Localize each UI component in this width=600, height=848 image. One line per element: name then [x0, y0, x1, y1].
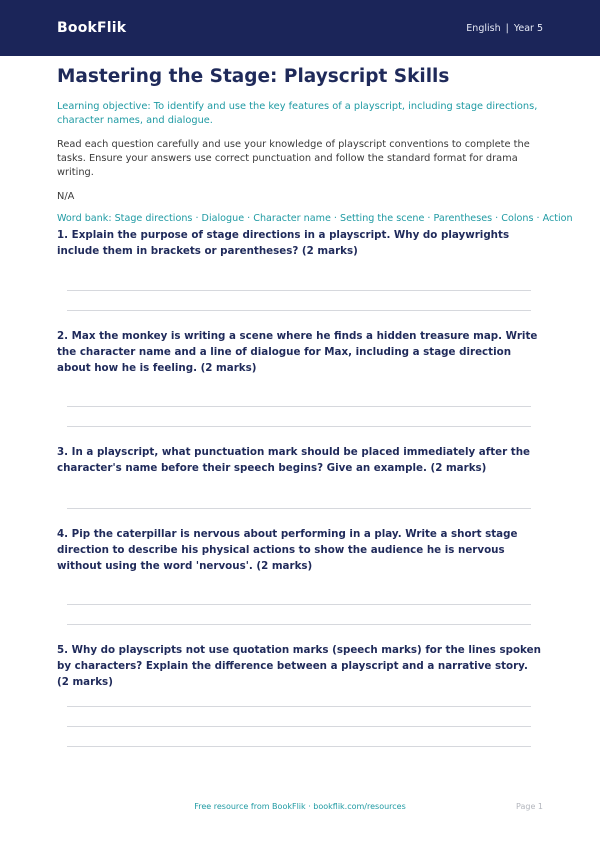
question-3: 3. In a playscript, what punctuation mark should be placed immediately after the character's name before their speech begins? Give an example. (2 marks) [57, 446, 531, 474]
instructions: Read each question carefully and use your knowledge of playscript conventions to complete the tasks. Ensure your answers use correct punctuation and follow the standard format for drama writing. [57, 139, 530, 178]
question-5: 5. Why do playscripts not use quotation marks (speech marks) for the lines spoken by characters? Explain the difference between a playscript and a narrative story. (2 marks) [57, 644, 541, 688]
answer-line[interactable] [67, 508, 531, 509]
word-bank: Word bank: Stage directions · Dialogue · Character name · Setting the scene · Parentheses · Colons · Action [57, 213, 573, 224]
worksheet-intro [57, 64, 573, 224]
question-1: 1. Explain the purpose of stage directions in a playscript. Why do playwrights include them in brackets or parentheses? (2 marks) [57, 229, 510, 257]
answer-line[interactable] [67, 706, 531, 707]
answer-line[interactable] [67, 310, 531, 311]
answer-line[interactable] [67, 604, 531, 605]
header-meta [466, 23, 543, 34]
meta-separator: | [505, 22, 509, 34]
answer-line[interactable] [67, 426, 531, 427]
brand-logo[interactable]: BookFlik [57, 20, 127, 36]
learning-objective: Learning objective: To identify and use the key features of a playscript, including stage directions, character names, and dialogue. [57, 101, 538, 126]
question-4: 4. Pip the caterpillar is nervous about performing in a play. Write a short stage direction to describe his physical actions to show the audience he is nervous without using the word 'nervous'. (2 marks) [57, 528, 518, 572]
answer-line[interactable] [67, 726, 531, 727]
year-label: Year 5 [513, 22, 543, 34]
page-number: Page 1 [516, 802, 543, 811]
footer-link[interactable]: Free resource from BookFlik · bookflik.com/resources [194, 802, 406, 811]
page-title: Mastering the Stage: Playscript Skills [57, 66, 450, 87]
answer-line[interactable] [67, 624, 531, 625]
answer-line[interactable] [67, 290, 531, 291]
header-bar [0, 0, 600, 56]
na-note: N/A [57, 191, 75, 202]
subject-label: English [466, 22, 501, 34]
question-2: 2. Max the monkey is writing a scene where he finds a hidden treasure map. Write the character name and a line of dialogue for Max, including a stage direction about how he is feeling. (2 marks) [57, 330, 538, 374]
answer-line[interactable] [67, 406, 531, 407]
answer-line[interactable] [67, 746, 531, 747]
